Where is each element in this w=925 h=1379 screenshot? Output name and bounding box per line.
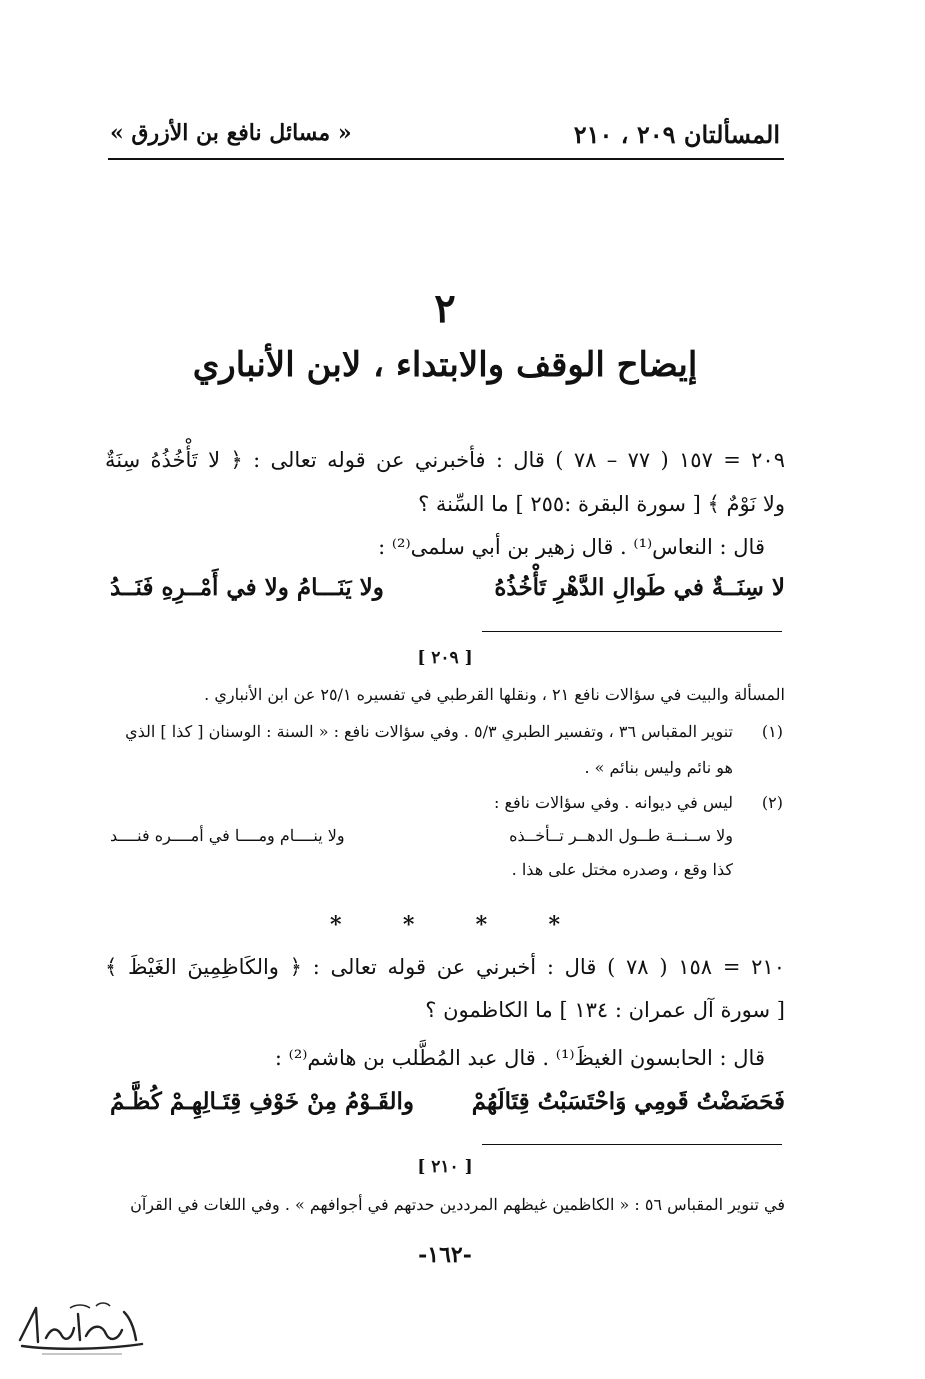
q210-verse-first-hemistich: فَحَضَضْتُ قَومِي وَاحْتَسَبْتُ قِتَالَهُمْ (471, 1088, 785, 1115)
fn209-1-line2: هو نائم وليس بنائم » . (584, 758, 733, 777)
q210-line3: قال : الحابسون الغيظَ⁽¹⁾ . قال عبد المُطَّلب بن هاشم⁽²⁾ : (274, 1046, 765, 1070)
library-stamp-logo (12, 1298, 152, 1360)
footnote-divider (482, 631, 782, 632)
fn209-1-line1: تنوير المقباس ٣٦ ، وتفسير الطبري ٥/٣ . وفي سؤالات نافع : « السنة : الوسنان [ كذا ] الذي (125, 722, 733, 741)
separator-star: * (402, 912, 415, 938)
chapter-number: ٢ (434, 285, 456, 332)
separator-star: * (548, 912, 560, 938)
stamp-calligraphy (12, 1298, 152, 1360)
running-header-right: المسألتان ٢٠٩ ، ٢١٠ (573, 120, 780, 149)
q209-line2: ولا نَوْمٌ ﴾ [ سورة البقرة :٢٥٥ ] ما السِّنة ؟ (418, 492, 785, 516)
q210-line2: [ سورة آل عمران : ١٣٤ ] ما الكاظمون ؟ (425, 998, 785, 1022)
footnote-divider (482, 1144, 782, 1145)
fn209-2-verse-second: ولا ينــــام ومــــا في أمــــره فنــــد (110, 826, 345, 845)
q209-verse-first-hemistich: لا سِنَــةٌ في طَوالِ الدَّهْرِ تَأْخُذُهُ (494, 574, 785, 601)
q209-verse-second-hemistich: ولا يَنَـــامُ ولا في أَمْــرِهِ فَنَــدُ (110, 574, 384, 601)
running-header-left: « مسائل نافع بن الأزرق » (110, 120, 352, 146)
chapter-title: إيضاح الوقف والابتداء ، لابن الأنباري (192, 345, 698, 385)
separator-star: * (475, 912, 488, 938)
q210-verse-second-hemistich: والقَـوْمُ مِنْ خَوْفِ قِتَـالِهِـمْ كُظَّـمُ (110, 1088, 414, 1115)
page-number: -١٦٢- (418, 1242, 472, 1268)
q209-line3: قال : النعاس⁽¹⁾ . قال زهير بن أبي سلمى⁽²⁾ : (378, 535, 765, 559)
fn209-1-number: (١) (761, 722, 783, 741)
fn209-2-line3: كذا وقع ، وصدره مختل على هذا . (511, 860, 733, 879)
fn209-2-line1: ليس في ديوانه . وفي سؤالات نافع : (494, 793, 733, 812)
q210-line1: ٢١٠ = ١٥٨ ( ٧٨ ) قال : أخبرني عن قوله تعالى : ﴿ والكَاظِمِينَ الغَيْظَ ﴾ (105, 955, 785, 979)
fn209-2-number: (٢) (761, 793, 783, 812)
q209-line1: ٢٠٩ = ١٥٧ ( ٧٧ – ٧٨ ) قال : فأخبرني عن قوله تعالى : ﴿ لا تَأْخُذُهُ سِنَةٌ (105, 448, 785, 472)
fn209-2-verse-first: ولا ســنــة طــول الدهــر تــأخــذه (509, 826, 733, 845)
footnote-ref-210: [ ٢١٠ ] (417, 1157, 473, 1177)
fn210-line1: في تنوير المقباس ٥٦ : « الكاظمين غيظهم المرددين حدتهم في أجوافهم » . وفي اللغات في القرآن (130, 1195, 785, 1214)
header-divider (108, 158, 784, 160)
section-separator (330, 912, 560, 938)
footnote-ref-209: [ ٢٠٩ ] (417, 648, 473, 668)
separator-star: * (330, 912, 342, 938)
fn209-intro: المسألة والبيت في سؤالات نافع ٢١ ، ونقلها القرطبي في تفسيره ٢٥/١ عن ابن الأنباري . (204, 685, 785, 704)
